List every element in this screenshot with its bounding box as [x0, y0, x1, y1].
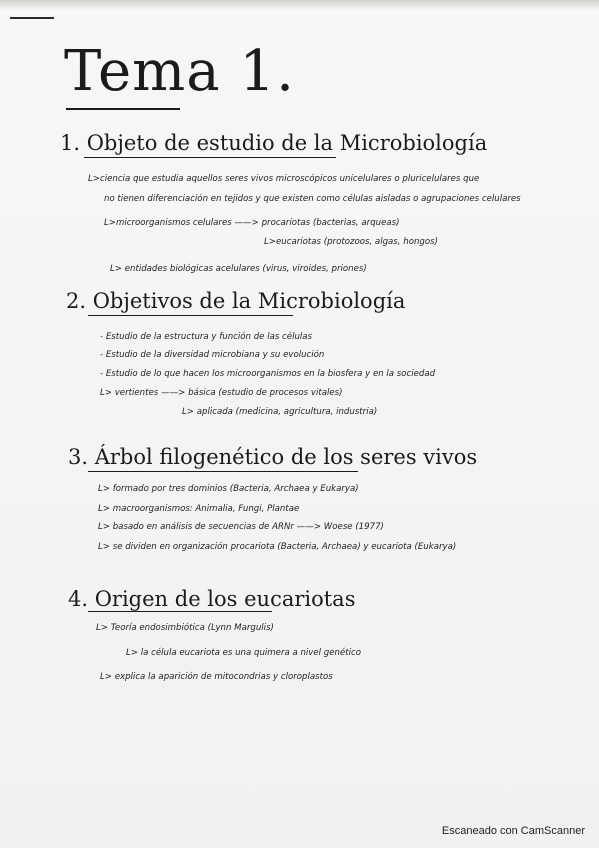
note-line: L> la célula eucariota es una quimera a nivel genético — [126, 648, 362, 658]
heading-underline — [88, 471, 358, 472]
note-line: L> aplicada (medicina, agricultura, industria) — [182, 407, 378, 417]
note-line: L> Teoría endosimbiótica (Lynn Margulis) — [96, 623, 274, 633]
title-underline — [66, 108, 180, 110]
note-line: L> formado por tres dominios (Bacteria, Archaea y Eukarya) — [98, 484, 359, 494]
section-heading: 3. Árbol filogenético de los seres vivos — [68, 445, 478, 469]
heading-underline — [88, 611, 272, 612]
note-line: - Estudio de lo que hacen los microorganismos en la biosfera y en la sociedad — [100, 369, 436, 379]
scan-edge-shadow — [0, 0, 599, 10]
note-line: L> macroorganismos: Animalia, Fungi, Plantae — [98, 504, 300, 514]
section-heading: 4. Origen de los eucariotas — [68, 587, 356, 611]
corner-pen-mark — [10, 17, 54, 19]
note-line: L>eucariotas (protozoos, algas, hongos) — [264, 237, 438, 247]
section-heading: 2. Objetivos de la Microbiología — [66, 289, 406, 313]
heading-underline — [84, 157, 336, 158]
note-line: L>ciencia que estudia aquellos seres vivos microscópicos unicelulares o pluricelulares que — [88, 174, 480, 184]
note-line: L> basado en análisis de secuencias de ARNr ——> Woese (1977) — [98, 522, 384, 532]
note-line: L>microorganismos celulares ——> procariotas (bacterias, arqueas) — [104, 218, 400, 228]
page-title: Tema 1. — [64, 39, 295, 104]
scanner-watermark: Escaneado con CamScanner — [441, 825, 585, 837]
note-line: L> se dividen en organización procariota (Bacteria, Archaea) y eucariota (Eukarya) — [98, 542, 457, 552]
note-line: L> entidades biológicas acelulares (virus, viroides, priones) — [110, 264, 367, 274]
note-line: L> vertientes ——> básica (estudio de procesos vitales) — [100, 388, 343, 398]
section-heading: 1. Objeto de estudio de la Microbiología — [60, 131, 488, 155]
note-line: no tienen diferenciación en tejidos y que existen como células aisladas o agrupaciones celulares — [104, 194, 521, 204]
note-line: - Estudio de la diversidad microbiana y su evolución — [100, 350, 325, 360]
note-line: - Estudio de la estructura y función de las células — [100, 332, 313, 342]
heading-underline — [88, 315, 293, 316]
note-line: L> explica la aparición de mitocondrias y cloroplastos — [100, 672, 333, 682]
